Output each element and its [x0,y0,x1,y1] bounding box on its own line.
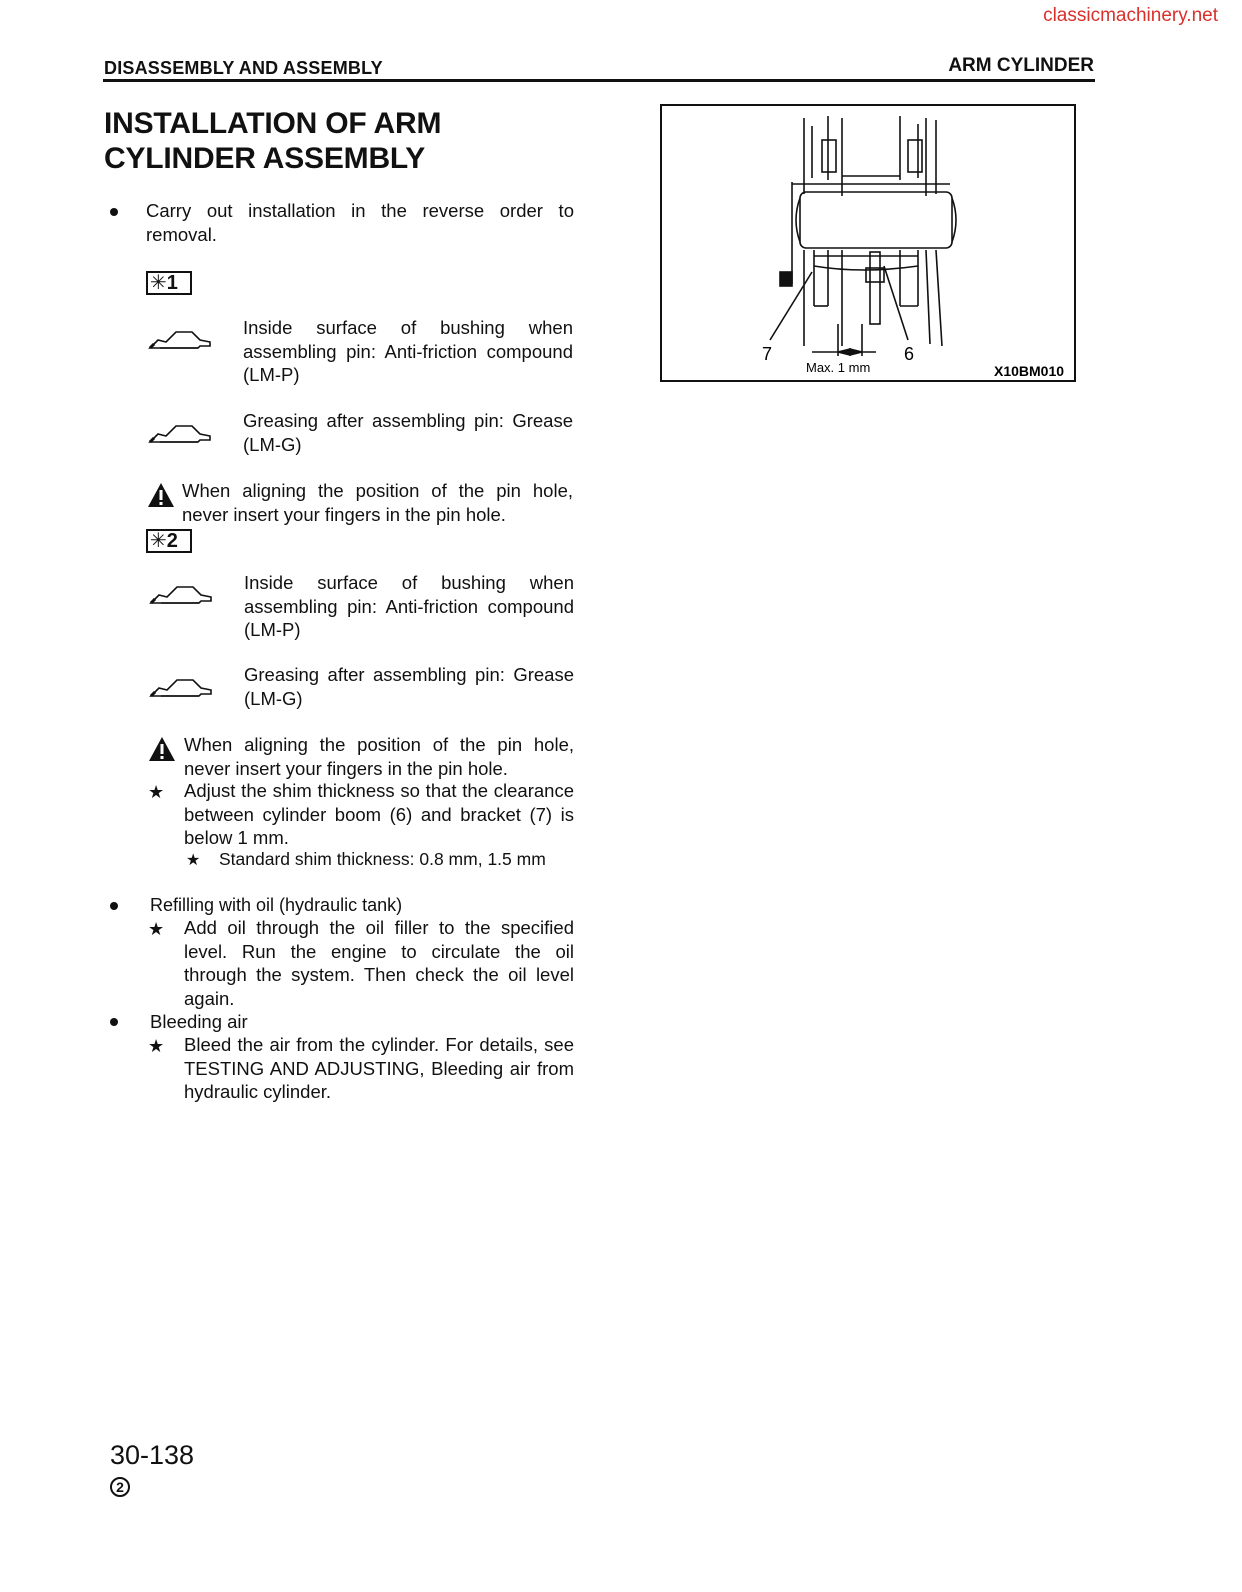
bullet-icon [110,902,118,910]
grease-gun-icon [148,424,214,446]
arm-cylinder-drawing [662,106,1074,380]
figure-code: X10BM010 [994,363,1065,379]
watermark: classicmachinery.net [1043,5,1218,26]
step2-warning: When aligning the position of the pin hole, never insert your fingers in the pin hole. [184,734,574,779]
star-icon: ★ [148,919,165,939]
grease-gun-icon [149,585,215,607]
step2-shim-note: Adjust the shim thickness so that the clearance between cylinder boom (6) and bracket (7) is below 1 mm. [184,780,574,848]
arm-cylinder-figure [660,104,1076,382]
star-icon: ★ [148,782,165,802]
asterisk-icon: ✳ [150,272,167,294]
title-line-1: INSTALLATION OF ARM [104,107,442,140]
step-mark-2 [146,529,192,553]
step-mark-1 [146,271,192,295]
step2-grease-pin: Greasing after assembling pin: Grease (LM-G) [244,664,574,709]
bleed-heading: Bleeding air [150,1011,248,1032]
dimension-label: Max. 1 mm [806,360,871,375]
step2-shim-thickness: Standard shim thickness: 0.8 mm, 1.5 mm [219,849,546,869]
step-mark-2-number: 2 [166,530,178,552]
warning-icon [148,736,176,762]
bullet-icon [110,208,118,216]
header-rule [103,79,1095,82]
step1-grease-bushing: Inside surface of bushing when assembling pin: Anti-friction compound (LM-P) [243,317,573,385]
step-mark-1-number: 1 [166,272,178,294]
asterisk-icon: ✳ [150,530,167,552]
refill-heading: Refilling with oil (hydraulic tank) [150,895,403,915]
step1-warning: When aligning the position of the pin hole, never insert your fingers in the pin hole. [182,480,573,525]
revision-mark: 2 [110,1477,130,1497]
star-icon: ★ [148,1036,165,1056]
star-icon: ★ [186,852,201,869]
title-line-2: CYLINDER ASSEMBLY [104,142,426,175]
callout-6: 6 [904,344,915,364]
page-number: 30-138 [110,1440,195,1470]
grease-gun-icon [149,678,215,700]
warning-icon [147,482,175,508]
topic-header: ARM CYLINDER [948,55,1094,76]
step1-grease-pin: Greasing after assembling pin: Grease (LM-G) [243,410,573,455]
bleed-note: Bleed the air from the cylinder. For details, see TESTING AND ADJUSTING, Bleeding air from hydraulic cylinder. [184,1034,574,1102]
page-title [104,106,584,176]
bullet-icon [110,1018,118,1026]
section-header: DISASSEMBLY AND ASSEMBLY [104,58,383,78]
step2-grease-bushing: Inside surface of bushing when assembling pin: Anti-friction compound (LM-P) [244,572,574,640]
grease-gun-icon [148,330,214,352]
intro-text: Carry out installation in the reverse order to removal. [146,200,574,245]
callout-7: 7 [762,344,773,364]
refill-note: Add oil through the oil filler to the specified level. Run the engine to circulate the oil through the system. Then check the oil level again. [184,917,574,1009]
